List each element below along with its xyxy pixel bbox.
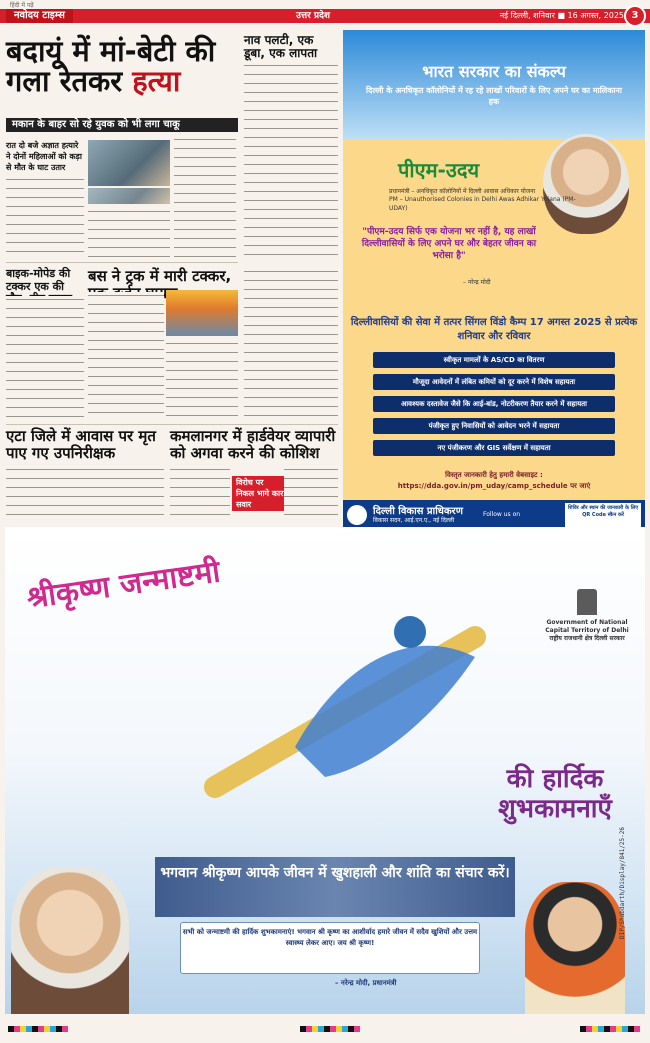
bike-body <box>6 296 84 420</box>
bus-body-2 <box>166 340 238 420</box>
main-headline-red: हत्या <box>132 64 181 99</box>
pm-quote: "पीएम-उदय सिर्फ एक योजना भर नहीं है, यह लाखों दिल्लीवासियों के लिए अपने घर और बेहतर जीवन का भरोसा है" <box>361 227 537 262</box>
follow-label: Follow us on <box>483 511 521 518</box>
main-headline-line2-text: गला रेतकर <box>6 64 133 99</box>
etah-body <box>6 466 164 520</box>
festival-wish: की हार्दिक शुभकामनाएँ <box>498 764 612 824</box>
ad-tagline: दिल्ली के अनधिकृत कॉलोनियों में रह रहे लाखों परिवारों के लिए अपने घर का मालिकाना हक <box>366 86 622 106</box>
service-item: मौजूदा आवेदनों में लंबित कमियों को दूर करने में विशेष सहायता <box>373 374 615 390</box>
peacock-feather-icon <box>394 616 426 648</box>
divider <box>6 424 338 425</box>
janmashtami-advertisement <box>5 527 645 1014</box>
ad-header-sky <box>343 30 645 140</box>
pm-signature: – नरेन्द्र मोदी, प्रधानमंत्री <box>335 979 397 987</box>
bike-headline: बाइक-मोपेड की टक्कर एक की <box>6 267 71 293</box>
kamla-body-2 <box>284 466 338 520</box>
kamla-headline: कमलानगर में हार्डवेयर व्यापारी को अगवा करने की कोशिश <box>170 427 336 462</box>
emblem-icon <box>577 589 597 615</box>
print-registration-strip <box>0 1020 650 1043</box>
qr-note: शिविर और स्थान की जानकारी के लिए QR Code स्कैन करें <box>565 503 641 527</box>
main-body-col2 <box>88 208 170 258</box>
boat-body <box>244 62 338 258</box>
scheme-description-hi: प्रधानमंत्री – अनधिकृत कॉलोनियों में दिल्ली आवास अधिकार योजना <box>389 188 536 195</box>
kamla-body-1 <box>170 466 230 520</box>
scheme-name: पीएम-उदय <box>398 158 480 182</box>
hand-shape <box>295 646 475 777</box>
service-item: आवश्यक दस्तावेज जैसे कि आई-बांड, नोटरीकरण तैयार करने में सहायता <box>373 396 615 412</box>
divider <box>6 262 238 263</box>
color-bar <box>300 1026 360 1032</box>
main-headline <box>6 36 236 97</box>
boat-headline: नाव पलटी, एक डूबा, एक लापता <box>244 33 318 61</box>
quote-attribution: – नरेन्द्र मोदी <box>463 279 491 286</box>
service-item: स्वीकृत मामलों के AS/CD का वितरण <box>373 352 615 368</box>
ad-title: भारत सरकार का संकल्प <box>422 62 566 81</box>
govt-name-hi: राष्ट्रीय राजधानी क्षेत्र दिल्ली सरकार <box>549 635 625 643</box>
dateline: नई दिल्ली, शनिवार ■ 16 अगस्त, 2025 <box>499 11 624 20</box>
camp-title: दिल्लीवासियों की सेवा में तत्पर सिंगल विंडो कैम्प 17 अगस्त 2025 से प्रत्येक शनिवार और रविवार <box>350 317 638 342</box>
dda-name: दिल्ली विकास प्राधिकरण <box>373 506 463 517</box>
main-headline-line2 <box>6 64 236 99</box>
dip-code: DIP/Shabdarth/Display/841/25-26 <box>619 827 626 939</box>
color-bar <box>580 1026 640 1032</box>
blessing-banner: भगवान श्रीकृष्ण आपके जीवन में खुशहाली और शांति का संचार करें। <box>155 857 515 917</box>
bus-photo <box>166 290 238 336</box>
flute-illustration <box>175 597 495 817</box>
main-photo-1 <box>88 140 170 186</box>
cm-portrait <box>525 882 625 1014</box>
govt-name-en: Government of National Capital Territory of Delhi <box>545 619 629 635</box>
scheme-description <box>389 188 589 213</box>
section-state: उत्तर प्रदेश <box>296 11 330 21</box>
main-headline-line1: बदायूं में मां-बेटी की <box>6 34 216 68</box>
dda-address: विकास सदन, आई.एन.ए., नई दिल्ली <box>373 517 455 524</box>
dda-footer <box>343 500 645 530</box>
bus-body <box>88 292 164 420</box>
pm-uday-advertisement <box>343 30 645 524</box>
camp-url[interactable]: https://dda.gov.in/pm_uday/camp_schedule पर जाएं <box>397 481 591 490</box>
main-bullet: रात दो बजे अज्ञात हत्यारे ने दोनों महिलाओं को कड़ा से मौत के घाट उतार <box>6 141 82 172</box>
more-info <box>343 470 645 491</box>
service-item: नए पंजीकरण और GIS सर्वेक्षण में सहायता <box>373 440 615 456</box>
page-number: 3 <box>624 5 646 27</box>
main-subhead: मकान के बाहर सो रहे युवक को भी लगा चाकू <box>6 118 238 132</box>
main-body-col1 <box>6 176 84 258</box>
festival-title: श्रीकृष्ण जन्माष्टमी <box>24 554 223 617</box>
pm-portrait <box>11 867 129 1014</box>
dda-logo-icon <box>347 505 367 525</box>
scheme-description-en: PM – Unauthorised Colonies in Delhi Awas Adhikar Yojana (PM-UDAY) <box>389 196 576 212</box>
more-info-label: विस्तृत जानकारी हेतु हमारी वेबसाइट : <box>445 471 543 479</box>
main-body-col3 <box>174 136 236 258</box>
kamla-tag: विरोध पर निकल भागे कार सवार <box>232 476 288 511</box>
etah-headline: एटा जिले में आवास पर मृत पाए गए उपनिरीक्षक <box>6 427 156 462</box>
bus-body-3 <box>244 268 338 420</box>
service-item: पंजीकृत हुए निवासियों को आवेदन भरने में सहायता <box>373 418 615 434</box>
pm-portrait <box>543 134 629 234</box>
masthead <box>0 0 650 30</box>
color-bar <box>8 1026 68 1032</box>
pm-message: सभी को जन्माष्टमी की हार्दिक शुभकामनाएं! भगवान श्री कृष्ण का आशीर्वाद हमारे जीवन में सदैव खुशियों और उत्तम स्वास्थ्य लेकर आए। जय श्री कृष्ण! <box>180 922 480 974</box>
main-photo-2 <box>88 188 170 204</box>
masthead-top-note: हिंदी में पढ़ें <box>10 2 34 9</box>
newspaper-brand: नवोदय टाइम्स <box>6 9 73 23</box>
bus-headline: बस ने ट्रक में मारी टक्कर, <box>88 267 232 285</box>
govt-logo-block <box>535 589 639 643</box>
